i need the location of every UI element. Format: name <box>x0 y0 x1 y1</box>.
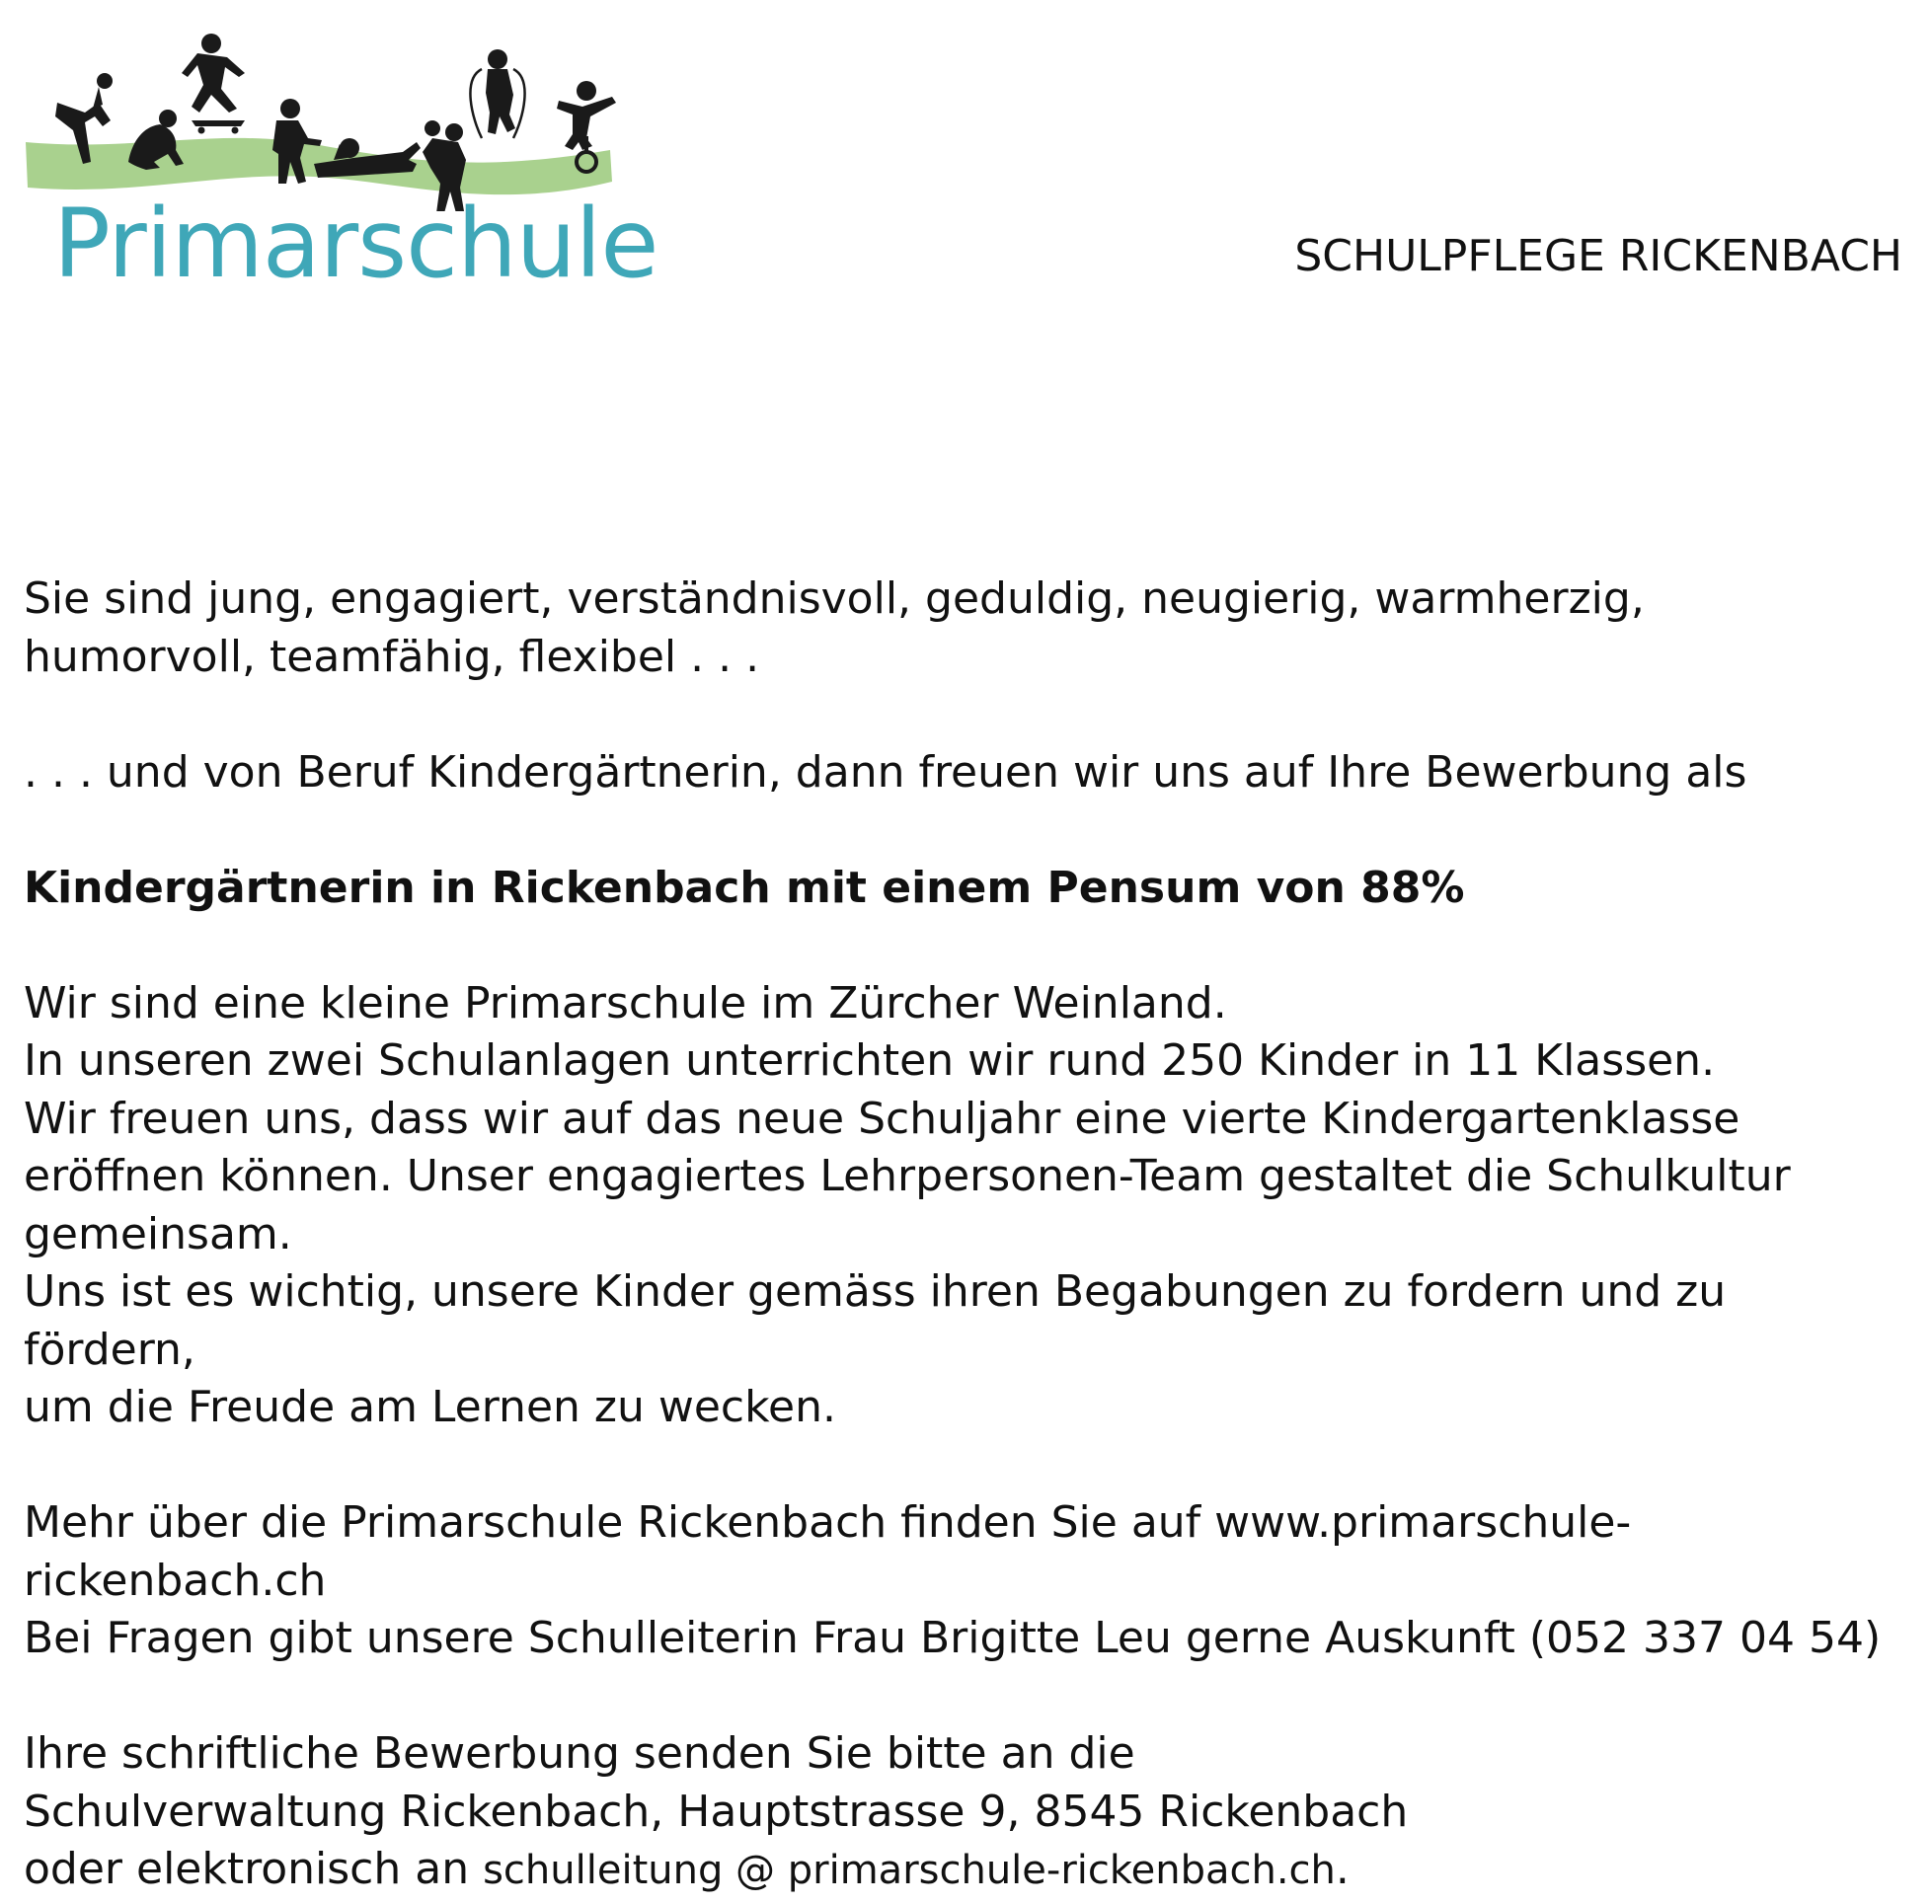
intro-line-1: Sie sind jung, engagiert, verständnisvoll, geduldig, neugierig, warmherzig, <box>24 573 1645 624</box>
about-line: gemeinsam. <box>24 1208 292 1259</box>
about-line: um die Freude am Lernen zu wecken. <box>24 1382 836 1432</box>
about-line: Uns ist es wichtig, unsere Kinder gemäss ihren Begabungen zu fordern und zu <box>24 1266 1727 1317</box>
lead-sentence: . . . und von Beruf Kindergärtnerin, dann freuen wir uns auf Ihre Bewerbung als <box>24 746 1747 798</box>
organization-name: SCHULPFLEGE RICKENBACH <box>1294 231 1902 281</box>
apply-email-link[interactable]: schulleitung @ primarschule-rickenbach.ch <box>483 1848 1336 1893</box>
apply-line-1: Ihre schriftliche Bewerbung senden Sie bitte an die <box>24 1728 1135 1779</box>
about-line: fördern, <box>24 1324 195 1375</box>
info-line: Mehr über die Primarschule Rickenbach finden Sie auf www.primarschule- <box>24 1497 1632 1548</box>
apply-line-3 <box>24 1841 1924 1900</box>
job-posting-body <box>24 571 1924 1900</box>
about-line: Wir sind eine kleine Primarschule im Zürcher Weinland. <box>24 977 1227 1028</box>
about-line: In unseren zwei Schulanlagen unterrichten wir rund 250 Kinder in 11 Klassen. <box>24 1035 1716 1086</box>
apply-line-2: Schulverwaltung Rickenbach, Hauptstrasse 9, 8545 Rickenbach <box>24 1786 1409 1837</box>
info-line: rickenbach.ch <box>24 1555 327 1606</box>
position-title: Kindergärtnerin in Rickenbach mit einem Pensum von 88% <box>24 862 1465 913</box>
apply-suffix: . <box>1335 1844 1350 1894</box>
intro-line-2: humorvoll, teamfähig, flexibel . . . <box>24 631 760 682</box>
about-line: eröffnen können. Unser engagiertes Lehrpersonen-Team gestaltet die Schulkultur <box>24 1151 1791 1201</box>
info-line: Bei Fragen gibt unsere Schulleiterin Frau Brigitte Leu gerne Auskunft (052 337 04 54) <box>24 1613 1882 1663</box>
about-line: Wir freuen uns, dass wir auf das neue Schuljahr eine vierte Kindergartenklasse <box>24 1093 1740 1144</box>
logo-graphic <box>18 14 630 211</box>
logo-wordmark: Primarschule <box>53 189 658 299</box>
apply-prefix: oder elektronisch an <box>24 1844 484 1894</box>
school-logo <box>18 14 658 299</box>
